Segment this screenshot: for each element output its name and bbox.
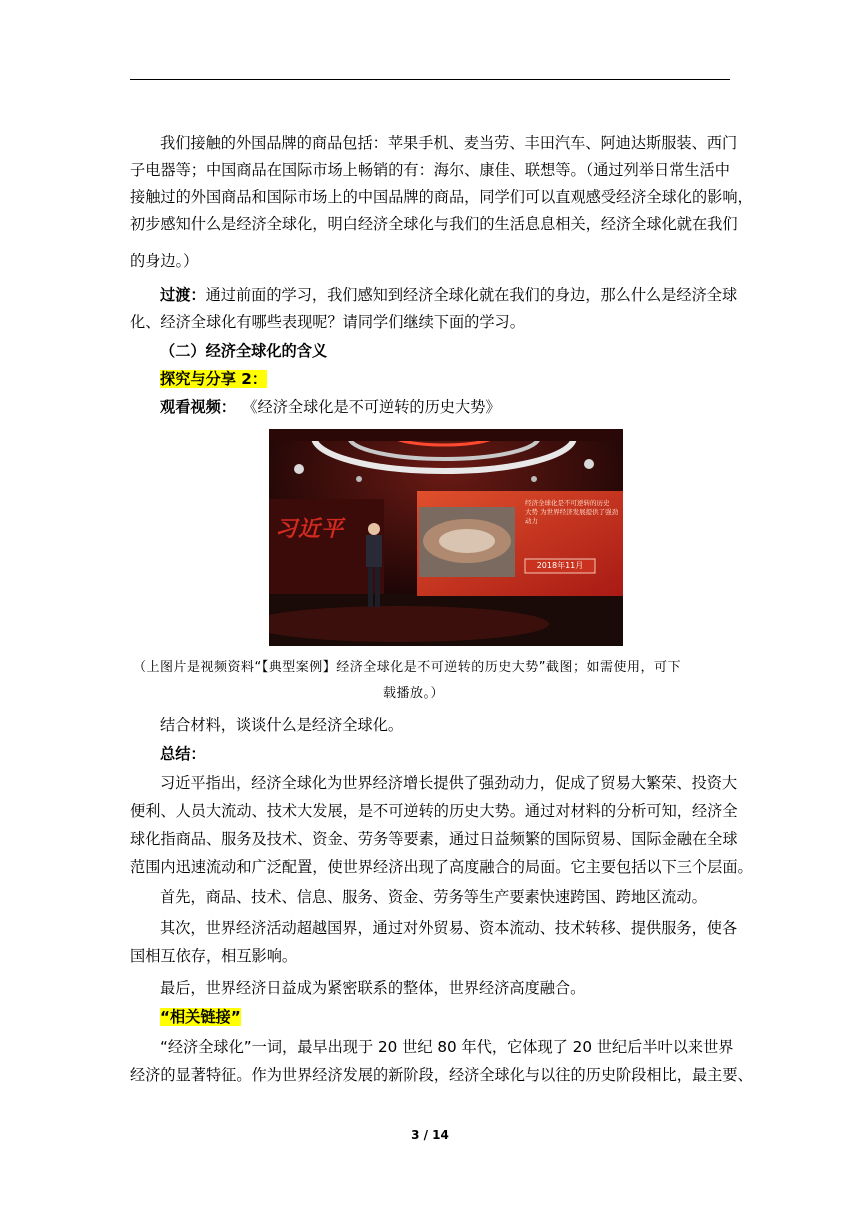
paragraph-line: 的身边。） bbox=[130, 252, 199, 270]
paragraph-line: 化、经济全球化有哪些表现呢？请同学们继续下面的学习。 bbox=[130, 313, 525, 331]
transition-text: 通过前面的学习，我们感知到经济全球化就在我们的身边，那么什么是经济全球 bbox=[205, 286, 738, 304]
explore-highlight: 探究与分享 2： bbox=[160, 370, 267, 388]
paragraph-line: 球化指商品、服务及技术、资金、劳务等要素，通过日益频繁的国际贸易、国际金融在全球 bbox=[130, 830, 738, 848]
paragraph-line: 习近平指出，经济全球化为世界经济增长提供了强劲动力，促成了贸易大繁荣、投资大 bbox=[160, 774, 738, 792]
paragraph-line: “经济全球化”一词，最早出现于 20 世纪 80 年代，它体现了 20 世纪后半叶以来世界 bbox=[160, 1038, 734, 1056]
summary-label: 总结： bbox=[160, 745, 206, 763]
paragraph-line: 其次，世界经济活动超越国界，通过对外贸易、资本流动、技术转移、提供服务，使各 bbox=[160, 919, 738, 937]
paragraph-line: 最后，世界经济日益成为紧密联系的整体，世界经济高度融合。 bbox=[160, 979, 586, 997]
transition-paragraph bbox=[160, 285, 737, 305]
paragraph-line: 子电器等；中国商品在国际市场上畅销的有：海尔、康佳、联想等。（通过列举日常生活中 bbox=[130, 161, 730, 179]
related-link-label bbox=[160, 1007, 241, 1027]
paragraph-line: 范围内迅速流动和广泛配置，使世界经济出现了高度融合的局面。它主要包括以下三个层面。 bbox=[130, 858, 753, 876]
paragraph-line: 首先，商品、技术、信息、服务、资金、劳务等生产要素快速跨国、跨地区流动。 bbox=[160, 888, 707, 906]
date-badge: 2018年11月 bbox=[536, 561, 584, 570]
paragraph-line: 国相互依存，相互影响。 bbox=[130, 947, 298, 965]
prompt-text: 结合材料，谈谈什么是经济全球化。 bbox=[160, 716, 403, 734]
image-caption-line: 载播放。） bbox=[383, 686, 445, 701]
transition-label: 过渡： bbox=[160, 286, 206, 304]
paragraph-line: 接触过的外国商品和国际市场上的中国品牌的商品，同学们可以直观感受经济全球化的影响， bbox=[130, 188, 753, 206]
paragraph-line: 我们接触的外国品牌的商品包括：苹果手机、麦当劳、丰田汽车、阿迪达斯服装、西门 bbox=[160, 134, 738, 152]
program-logo: 习近平 bbox=[275, 516, 345, 542]
page-number: 3 / 14 bbox=[411, 1128, 449, 1142]
section-heading: （二）经济全球化的含义 bbox=[160, 342, 328, 360]
related-link-highlight: “相关链接” bbox=[160, 1008, 241, 1026]
video-screenshot[interactable] bbox=[269, 429, 623, 646]
video-title: 《经济全球化是不可逆转的历史大势》 bbox=[249, 398, 501, 416]
video-line bbox=[160, 397, 501, 417]
panel-text-line: 经济全球化是不可逆转的历史 bbox=[525, 499, 610, 507]
panel-text bbox=[525, 499, 621, 526]
video-label: 观看视频： bbox=[160, 398, 236, 416]
explore-label bbox=[160, 369, 267, 389]
panel-text-line: 大势 为世界经济发展提供了强劲 bbox=[525, 508, 619, 516]
panel-text-line: 动力 bbox=[525, 517, 538, 525]
header-rule bbox=[130, 79, 730, 80]
image-caption-line: （上图片是视频资料“【典型案例】经济全球化是不可逆转的历史大势”截图；如需使用，可下 bbox=[133, 660, 681, 675]
paragraph-line: 初步感知什么是经济全球化，明白经济全球化与我们的生活息息相关，经济全球化就在我们 bbox=[130, 215, 738, 233]
paragraph-line: 便利、人员大流动、技术大发展，是不可逆转的历史大势。通过对材料的分析可知，经济全 bbox=[130, 802, 738, 820]
paragraph-line: 经济的显著特征。作为世界经济发展的新阶段，经济全球化与以往的历史阶段相比，最主要、 bbox=[130, 1066, 753, 1084]
